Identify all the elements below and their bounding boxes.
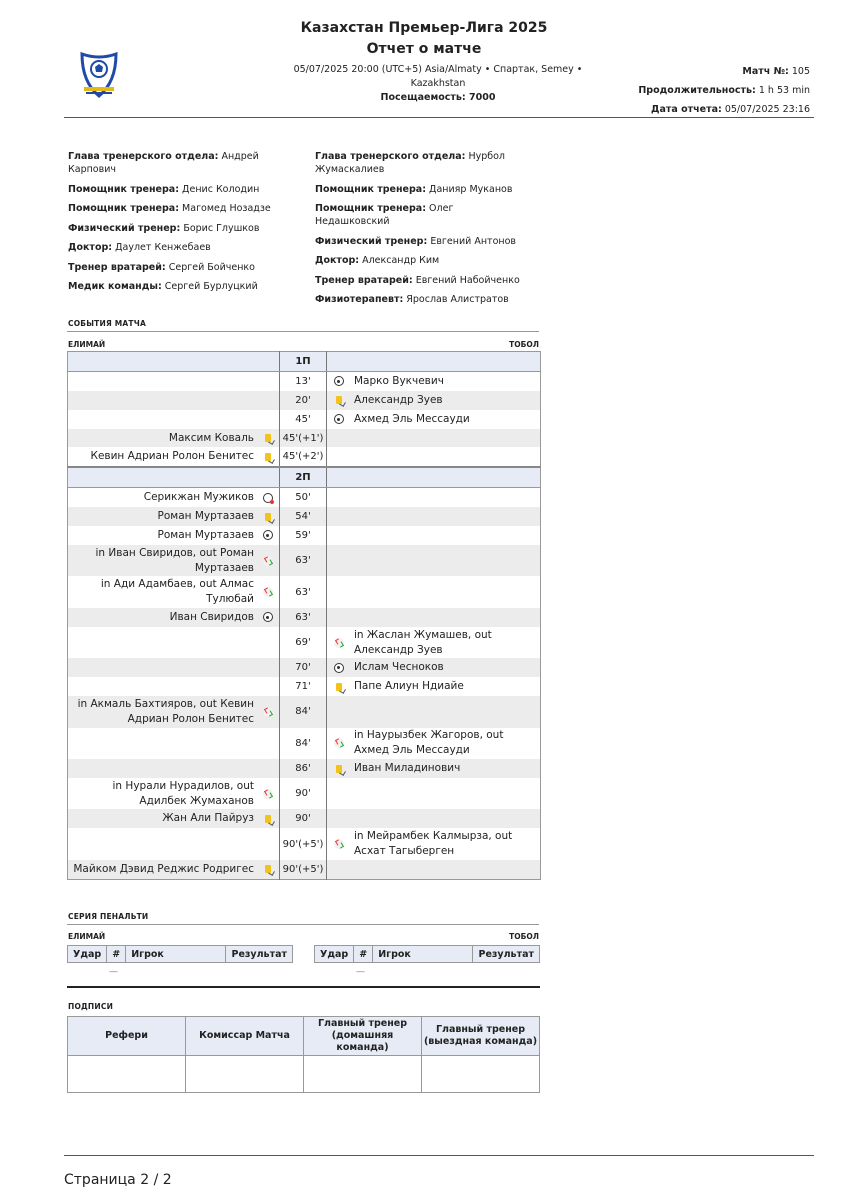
event-away-cell [327, 828, 541, 860]
event-home [68, 779, 279, 809]
event-home-text: Максим Коваль [168, 431, 254, 444]
goal-icon [262, 612, 273, 623]
event-away-cell [327, 371, 541, 390]
staff-role: Физиотерапевт: [315, 294, 404, 305]
event-minute: 45'(+1') [280, 429, 327, 448]
event-home-cell [68, 860, 280, 879]
staff-role: Помощник тренера: [68, 183, 180, 195]
event-minute: 90'(+5') [280, 860, 327, 879]
event-home [68, 862, 279, 877]
event-home [68, 546, 279, 576]
event-minute: 71' [280, 677, 327, 696]
penalty-col-number: # [107, 946, 126, 963]
staff-row [68, 202, 298, 215]
event-away [327, 393, 540, 408]
event-away [327, 374, 540, 389]
event-away [327, 829, 540, 859]
substitution-icon [333, 738, 344, 749]
sig-home-coach-box[interactable] [304, 1056, 422, 1093]
event-away-text: Иван Миладинович [354, 762, 461, 775]
match-duration: Продолжительность: 1 h 53 min [638, 85, 810, 96]
event-minute: 54' [280, 507, 327, 526]
event-away [327, 412, 540, 427]
staff-row [315, 293, 525, 306]
sig-referee-box[interactable] [68, 1056, 186, 1093]
half-header-away [327, 467, 541, 487]
event-away [327, 628, 540, 658]
event-away-text: Ахмед Эль Мессауди [354, 412, 470, 425]
event-row [68, 696, 541, 728]
half-header-home [68, 352, 280, 372]
event-home-text: in Ади Адамбаев, out Алмас Тулюбай [100, 578, 254, 606]
goal-icon [262, 530, 273, 541]
event-home-cell [68, 447, 280, 467]
staff-role: Помощник тренера: [68, 203, 180, 214]
staff-name: Евгений Набойченко [415, 274, 520, 286]
event-home-text: in Иван Свиридов, out Роман Муртазаев [95, 546, 254, 574]
event-home-cell [68, 728, 280, 760]
event-row [68, 627, 541, 659]
penalty-away-team: ТОБОЛ [509, 932, 539, 941]
match-events-table [67, 351, 541, 880]
event-minute: 84' [280, 728, 327, 760]
event-home-text: Роман Муртазаев [157, 510, 254, 523]
event-home-cell [68, 658, 280, 677]
home-staff-list [68, 150, 298, 300]
penalty-col-result: Результат [226, 946, 293, 963]
event-home-cell [68, 488, 280, 507]
penalty-col-result: Результат [473, 946, 540, 963]
yellow-card-icon [333, 763, 344, 774]
goal-icon [333, 376, 344, 387]
event-row [68, 828, 541, 860]
event-away [327, 679, 540, 694]
event-away-text: in Наурызбек Жагоров, out Ахмед Эль Мессауди [354, 729, 504, 757]
staff-name: Александр Ким [362, 255, 440, 266]
sig-col-referee: Рефери [68, 1017, 186, 1056]
event-away-cell [327, 860, 541, 879]
match-meta [290, 63, 586, 105]
match-number: Матч №: 105 [742, 66, 810, 77]
yellow-card-icon [333, 395, 344, 406]
event-home-cell [68, 410, 280, 429]
event-home-cell [68, 576, 280, 608]
half-label: 2П [280, 467, 327, 487]
event-away-cell [327, 677, 541, 696]
sig-col-away-coach: Главный тренер (выездная команда) [422, 1017, 540, 1056]
event-away-cell [327, 447, 541, 467]
substitution-icon [333, 839, 344, 850]
event-home-text: Кевин Адриан Ролон Бенитес [90, 450, 254, 463]
event-home-cell [68, 507, 280, 526]
event-away-cell [327, 696, 541, 728]
event-minute: 20' [280, 391, 327, 410]
event-away-text: Марко Вукчевич [354, 374, 444, 387]
event-home-text: Жан Али Пайруз [162, 812, 254, 825]
penalty-divider [67, 924, 539, 925]
sig-col-home-coach: Главный тренер (домашняя команда) [304, 1017, 422, 1056]
event-away [327, 761, 540, 776]
penalty-table-home [67, 945, 293, 963]
event-row [68, 488, 541, 507]
staff-name: Магомед Нозадзе [182, 203, 271, 214]
staff-role: Доктор: [68, 242, 113, 253]
event-minute: 50' [280, 488, 327, 507]
event-home-text: Майком Дэвид Реджис Родригес [73, 862, 254, 875]
staff-row [315, 235, 525, 248]
event-away-cell [327, 658, 541, 677]
event-away-cell [327, 728, 541, 760]
staff-row [315, 150, 525, 176]
sig-away-coach-box[interactable] [422, 1056, 540, 1093]
event-home-cell [68, 677, 280, 696]
event-home [68, 811, 279, 826]
event-away [327, 728, 540, 758]
signatures-section-label: ПОДПИСИ [68, 1002, 114, 1011]
staff-name: Ярослав Алистратов [406, 294, 509, 305]
staff-row [315, 254, 525, 267]
staff-role: Тренер вратарей: [68, 261, 166, 273]
staff-name: Нурбол Жумаскалиев [315, 151, 506, 175]
event-home-cell [68, 627, 280, 659]
event-home-text: Роман Муртазаев [157, 528, 254, 541]
staff-name: Данияр Муканов [429, 183, 513, 195]
staff-role: Физический тренер: [68, 222, 181, 234]
staff-row [315, 202, 525, 228]
penalty-table-away [314, 945, 540, 963]
match-info [638, 62, 810, 119]
staff-role: Медик команды: [68, 281, 162, 292]
event-home-cell [68, 696, 280, 728]
event-minute: 90'(+5') [280, 828, 327, 860]
event-home [68, 610, 279, 625]
goal-icon [333, 662, 344, 673]
staff-role: Глава тренерского отдела: [68, 151, 219, 162]
event-away-cell [327, 809, 541, 828]
event-home-cell [68, 391, 280, 410]
staff-row [68, 183, 298, 196]
signatures-table [67, 1016, 540, 1093]
penalty-col-player: Игрок [373, 946, 473, 963]
event-row [68, 391, 541, 410]
penalty-home-team: ЕЛИМАЙ [68, 932, 106, 941]
attendance: Посещаемость: 7000 [380, 92, 496, 103]
event-home [68, 490, 279, 505]
penalty-col-kick: Удар [68, 946, 107, 963]
event-away-cell [327, 526, 541, 545]
own-goal-icon [262, 492, 273, 503]
event-minute: 63' [280, 576, 327, 608]
event-minute: 63' [280, 545, 327, 577]
datetime-venue: 05/07/2025 20:00 (UTC+5) Asia/Almaty • Спартак, Semey • Kazakhstan [293, 64, 583, 89]
event-away-cell [327, 778, 541, 810]
event-minute: 63' [280, 608, 327, 627]
goal-icon [333, 414, 344, 425]
penalty-col-number: # [354, 946, 373, 963]
event-home [68, 577, 279, 607]
staff-row [68, 150, 298, 176]
event-home [68, 509, 279, 524]
event-row [68, 447, 541, 467]
staff-name: Денис Колодин [182, 183, 260, 195]
event-away-cell [327, 627, 541, 659]
sig-col-commissioner: Комиссар Матча [186, 1017, 304, 1056]
footer-divider [64, 1155, 814, 1156]
event-minute: 70' [280, 658, 327, 677]
event-away-cell [327, 410, 541, 429]
staff-role: Физический тренер: [315, 235, 428, 247]
event-home-cell [68, 809, 280, 828]
substitution-icon [262, 788, 273, 799]
staff-name: Андрей Карпович [68, 151, 259, 175]
event-home [68, 528, 279, 543]
staff-name: Евгений Антонов [430, 235, 517, 247]
staff-name: Сергей Бурлуцкий [164, 281, 258, 292]
event-home-cell [68, 828, 280, 860]
event-home-cell [68, 545, 280, 577]
event-row [68, 809, 541, 828]
event-row [68, 545, 541, 577]
header-divider [64, 117, 814, 118]
penalty-section-label: СЕРИЯ ПЕНАЛЬТИ [68, 912, 149, 921]
staff-name: Олег Недашковский [315, 203, 454, 227]
event-minute: 59' [280, 526, 327, 545]
event-away-cell [327, 576, 541, 608]
substitution-icon [333, 637, 344, 648]
half-header-row [68, 352, 541, 372]
staff-role: Глава тренерского отдела: [315, 151, 466, 162]
penalty-col-kick: Удар [315, 946, 354, 963]
event-row [68, 410, 541, 429]
staff-row [68, 241, 298, 254]
event-row [68, 429, 541, 448]
event-away-cell [327, 759, 541, 778]
event-home-cell [68, 429, 280, 448]
event-away-cell [327, 507, 541, 526]
event-home-cell [68, 371, 280, 390]
half-header-home [68, 467, 280, 487]
event-away-text: in Жаслан Жумашев, out Александр Зуев [354, 628, 492, 656]
report-date: Дата отчета: 05/07/2025 23:16 [651, 104, 810, 115]
staff-role: Помощник тренера: [315, 183, 427, 195]
staff-row [68, 261, 298, 274]
sig-commissioner-box[interactable] [186, 1056, 304, 1093]
event-away-text: Папе Алиун Ндиайе [354, 680, 464, 693]
event-row [68, 507, 541, 526]
staff-name: Даулет Кенжебаев [115, 242, 211, 253]
staff-row [68, 222, 298, 235]
event-home-cell [68, 759, 280, 778]
event-home [68, 449, 279, 464]
event-minute: 84' [280, 696, 327, 728]
event-row [68, 728, 541, 760]
event-home [68, 431, 279, 446]
staff-role: Доктор: [315, 255, 360, 266]
event-row [68, 759, 541, 778]
yellow-card-icon [262, 864, 273, 875]
yellow-card-icon [262, 433, 273, 444]
event-minute: 90' [280, 778, 327, 810]
event-away-cell [327, 429, 541, 448]
event-row [68, 860, 541, 879]
substitution-icon [262, 706, 273, 717]
staff-row [68, 280, 298, 293]
events-away-team: ТОБОЛ [509, 340, 539, 349]
event-home [68, 697, 279, 727]
yellow-card-icon [262, 813, 273, 824]
staff-role: Тренер вратарей: [315, 274, 413, 286]
page-number: Страница 2 / 2 [64, 1172, 172, 1188]
events-section-label: СОБЫТИЯ МАТЧА [68, 319, 146, 328]
event-home-text: Серикжан Мужиков [143, 491, 254, 504]
event-row [68, 608, 541, 627]
away-staff-list [315, 150, 525, 313]
substitution-icon [262, 587, 273, 598]
event-minute: 90' [280, 809, 327, 828]
event-home-cell [68, 526, 280, 545]
staff-row [315, 183, 525, 196]
staff-role: Помощник тренера: [315, 203, 427, 214]
penalty-home-empty: — [109, 967, 118, 977]
event-row [68, 778, 541, 810]
event-row [68, 677, 541, 696]
event-away [327, 660, 540, 675]
events-home-team: ЕЛИМАЙ [68, 340, 106, 349]
half-header-away [327, 352, 541, 372]
event-row [68, 526, 541, 545]
yellow-card-icon [262, 511, 273, 522]
report-title: Казахстан Премьер-Лига 2025 [300, 20, 548, 36]
event-away-cell [327, 545, 541, 577]
substitution-icon [262, 555, 273, 566]
event-row [68, 371, 541, 390]
event-home-text: Иван Свиридов [169, 610, 254, 623]
event-away-text: in Мейрамбек Калмырза, out Асхат Тагыберген [354, 830, 513, 858]
event-minute: 86' [280, 759, 327, 778]
event-home-text: in Нурали Нурадилов, out Адилбек Жумаханов [112, 779, 254, 807]
event-minute: 45'(+2') [280, 447, 327, 467]
half-header-row [68, 467, 541, 487]
staff-name: Борис Глушков [183, 222, 260, 234]
yellow-card-icon [333, 681, 344, 692]
staff-name: Сергей Бойченко [168, 261, 255, 273]
event-minute: 69' [280, 627, 327, 659]
event-row [68, 576, 541, 608]
staff-row [315, 274, 525, 287]
event-home-text: in Акмаль Бахтияров, out Кевин Адриан Ролон Бенитес [77, 697, 254, 725]
penalty-col-player: Игрок [126, 946, 226, 963]
event-away-text: Александр Зуев [354, 393, 443, 406]
event-row [68, 658, 541, 677]
penalty-bottom-divider [67, 986, 540, 988]
report-subtitle: Отчет о матче [366, 41, 482, 57]
penalty-away-empty: — [356, 967, 365, 977]
event-away-text: Ислам Чесноков [354, 661, 444, 674]
event-home-cell [68, 778, 280, 810]
event-home-cell [68, 608, 280, 627]
league-logo [78, 52, 120, 98]
yellow-card-icon [262, 451, 273, 462]
half-label: 1П [280, 352, 327, 372]
event-away-cell [327, 391, 541, 410]
event-minute: 45' [280, 410, 327, 429]
event-away-cell [327, 608, 541, 627]
events-divider [67, 331, 539, 332]
event-away-cell [327, 488, 541, 507]
event-minute: 13' [280, 371, 327, 390]
